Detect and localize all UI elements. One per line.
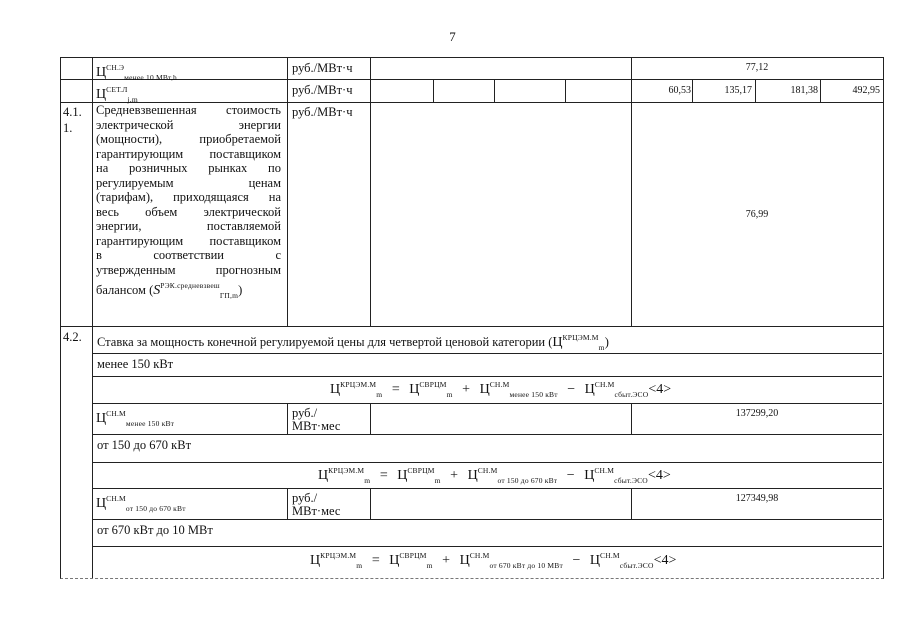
s1-f-minus: − bbox=[567, 382, 576, 397]
s2-f-lhs: Ц bbox=[318, 468, 329, 483]
rule-3 bbox=[60, 326, 883, 327]
s1-f-tag: <4> bbox=[648, 382, 672, 397]
s1-f-b-sup: СН.М bbox=[489, 380, 510, 389]
s1-symbol-base: Ц bbox=[96, 411, 107, 426]
col-rule-name-3 bbox=[287, 488, 288, 519]
desc-line-13 bbox=[96, 279, 281, 300]
s3-f-lhs-sup: КРЦЭМ.М bbox=[320, 551, 357, 560]
row42-heading bbox=[97, 331, 609, 354]
s2-f-tag: <4> bbox=[647, 468, 671, 483]
desc-line-2: электрической энергии bbox=[96, 117, 281, 132]
desc-line-7: (тарифам), приходящаяся на bbox=[96, 190, 281, 204]
s3-f-c-sub: сбыт.ЭСО bbox=[619, 561, 654, 570]
page-number: 7 bbox=[449, 29, 456, 44]
s2-f-lhs-sub: m bbox=[364, 476, 371, 485]
s3-label: от 670 кВт до 10 МВт bbox=[97, 523, 213, 537]
s2-symbol-sub: от 150 до 670 кВт bbox=[125, 504, 186, 513]
desc-last-suffix: ) bbox=[238, 283, 243, 297]
s1-unit-2: МВт·мес bbox=[292, 419, 341, 433]
row42-heading-symbol: Ц bbox=[552, 335, 563, 350]
s3-f-c-sup: СН.М bbox=[600, 551, 620, 560]
desc-last-prefix: балансом ( bbox=[96, 283, 154, 297]
s1-f-lhs-sup: КРЦЭМ.М bbox=[340, 380, 377, 389]
desc-line-3: (мощности), приобретаемой bbox=[96, 132, 281, 146]
s1-value: 137299,20 bbox=[735, 408, 779, 419]
desc-last-sub: ГП,m bbox=[219, 291, 239, 300]
s1-f-plus: + bbox=[462, 382, 471, 397]
rule-11 bbox=[92, 546, 882, 547]
s1-formula bbox=[330, 380, 671, 399]
s2-f-b: Ц bbox=[467, 468, 478, 483]
col-rule-name-2 bbox=[287, 403, 288, 434]
s2-f-minus: − bbox=[566, 468, 575, 483]
row1-symbol-base: Ц bbox=[96, 65, 107, 80]
s1-f-c-sub: сбыт.ЭСО bbox=[614, 390, 649, 399]
desc-line-1: Средневзвешенная стоимость bbox=[96, 103, 281, 117]
desc-last-symbol: S bbox=[153, 283, 161, 298]
desc-line-9: энергии, поставляемой bbox=[96, 219, 281, 233]
rule-5 bbox=[92, 376, 882, 377]
s3-f-a-sup: СВРЦМ bbox=[399, 551, 427, 560]
col-rule-number bbox=[92, 57, 93, 578]
s3-f-lhs: Ц bbox=[310, 553, 321, 568]
desc-line-11: в соответствии с bbox=[96, 248, 281, 262]
row411-description bbox=[96, 103, 281, 300]
s1-f-c: Ц bbox=[584, 382, 595, 397]
s3-f-tag: <4> bbox=[653, 553, 677, 568]
col-rule-unit-3 bbox=[370, 488, 371, 519]
s1-f-a-sub: m bbox=[446, 390, 453, 399]
row2-value-1: 60,53 bbox=[668, 85, 691, 96]
s2-f-a-sub: m bbox=[434, 476, 441, 485]
rule-8 bbox=[92, 462, 882, 463]
s2-f-eq: = bbox=[379, 468, 388, 483]
s3-f-plus: + bbox=[442, 553, 451, 568]
col-rule-r2-b bbox=[494, 79, 495, 102]
rule-9 bbox=[92, 488, 882, 489]
desc-line-10: гарантирующим поставщиком bbox=[96, 233, 281, 248]
s1-f-c-sup: СН.М bbox=[594, 380, 615, 389]
desc-line-4: гарантирующим поставщиком bbox=[96, 146, 281, 161]
row1-value: 77,12 bbox=[745, 62, 769, 73]
s2-unit-2: МВт·мес bbox=[292, 504, 341, 518]
rule-6 bbox=[92, 403, 882, 404]
s2-symbol-sup: СН.М bbox=[106, 494, 126, 503]
row411-number-b: 1. bbox=[63, 121, 73, 135]
row2-unit: руб./МВт·ч bbox=[292, 83, 353, 97]
s1-symbol bbox=[96, 407, 174, 430]
s1-f-eq: = bbox=[391, 382, 400, 397]
rule-10 bbox=[92, 519, 882, 520]
s2-formula bbox=[318, 466, 671, 485]
rule-top bbox=[60, 57, 883, 58]
s3-f-a-sub: m bbox=[426, 561, 433, 570]
row2-symbol-sup: СЕТ.Л bbox=[106, 85, 128, 94]
s2-f-a: Ц bbox=[397, 468, 408, 483]
rule-7 bbox=[92, 434, 882, 435]
s2-label: от 150 до 670 кВт bbox=[97, 438, 192, 452]
desc-line-5: на розничных рынках по bbox=[96, 161, 281, 175]
desc-line-12: утвержденным прогнозным bbox=[96, 262, 281, 277]
rule-1 bbox=[60, 79, 883, 80]
s1-unit-1: руб./ bbox=[292, 406, 318, 420]
s1-f-b: Ц bbox=[479, 382, 490, 397]
row1-symbol-sub: менее 10 МВт,h bbox=[124, 73, 177, 82]
s2-f-c-sup: СН.М bbox=[594, 466, 615, 475]
row2-symbol-sub: j,m bbox=[127, 95, 138, 104]
s2-unit-1: руб./ bbox=[292, 491, 318, 505]
row1-symbol-sup: СН.Э bbox=[106, 63, 125, 72]
s2-value: 127349,98 bbox=[735, 493, 779, 504]
s1-f-a: Ц bbox=[409, 382, 420, 397]
s1-f-lhs-sub: m bbox=[376, 390, 383, 399]
s3-f-eq: = bbox=[371, 553, 380, 568]
row42-number: 4.2. bbox=[63, 330, 82, 344]
row2-symbol-base: Ц bbox=[96, 87, 107, 102]
row411-number-a: 4.1. bbox=[63, 105, 82, 119]
row411-value: 76,99 bbox=[745, 209, 769, 220]
s2-f-lhs-sup: КРЦЭМ.М bbox=[328, 466, 365, 475]
s2-f-c: Ц bbox=[584, 468, 595, 483]
s3-f-c: Ц bbox=[589, 553, 600, 568]
s1-f-b-sub: менее 150 кВт bbox=[509, 390, 558, 399]
col-rule-unit-1 bbox=[370, 57, 371, 326]
s2-f-a-sup: СВРЦМ bbox=[407, 466, 435, 475]
row2-value-2: 135,17 bbox=[724, 85, 752, 96]
s1-label: менее 150 кВт bbox=[97, 357, 174, 371]
row1-symbol bbox=[96, 61, 177, 84]
col-rule-unit-2 bbox=[370, 403, 371, 434]
s2-f-c-sub: сбыт.ЭСО bbox=[614, 476, 648, 485]
s2-f-plus: + bbox=[450, 468, 459, 483]
desc-line-6: регулируемым ценам bbox=[96, 175, 281, 190]
row42-heading-sub: m bbox=[598, 343, 605, 352]
s2-f-b-sub: от 150 до 670 кВт bbox=[497, 476, 558, 485]
s3-f-b-sup: СН.М bbox=[469, 551, 490, 560]
s3-f-b-sub: от 670 кВт до 10 МВт bbox=[489, 561, 563, 570]
s3-f-a: Ц bbox=[389, 553, 400, 568]
col-rule-r2-c bbox=[565, 79, 566, 102]
col-rule-r2-a bbox=[433, 79, 434, 102]
row2-value-3: 181,38 bbox=[790, 85, 818, 96]
s3-f-lhs-sub: m bbox=[356, 561, 363, 570]
s3-f-b: Ц bbox=[459, 553, 470, 568]
row42-heading-text: Ставка за мощность конечной регулируемой цены для четвертой ценовой категории ( bbox=[97, 335, 553, 349]
row42-heading-sup: КРЦЭМ.М bbox=[562, 333, 599, 342]
row411-unit: руб./МВт·ч bbox=[292, 105, 353, 119]
row1-unit: руб./МВт·ч bbox=[292, 61, 353, 75]
s1-f-a-sup: СВРЦМ bbox=[419, 380, 447, 389]
row2-value-4: 492,95 bbox=[852, 85, 880, 96]
s2-f-b-sup: СН.М bbox=[477, 466, 498, 475]
desc-last-sup: РЭК.средневзвеш bbox=[160, 281, 220, 290]
s1-f-lhs: Ц bbox=[330, 382, 341, 397]
s2-symbol bbox=[96, 492, 186, 515]
desc-line-8: весь объем электрической bbox=[96, 204, 281, 219]
s3-formula bbox=[310, 551, 676, 570]
s2-symbol-base: Ц bbox=[96, 496, 107, 511]
s1-symbol-sup: СН.М bbox=[106, 409, 126, 418]
s1-symbol-sub: менее 150 кВт bbox=[125, 419, 175, 428]
col-rule-name-1 bbox=[287, 57, 288, 326]
row42-heading-suffix: ) bbox=[604, 335, 609, 349]
s3-f-minus: − bbox=[572, 553, 581, 568]
